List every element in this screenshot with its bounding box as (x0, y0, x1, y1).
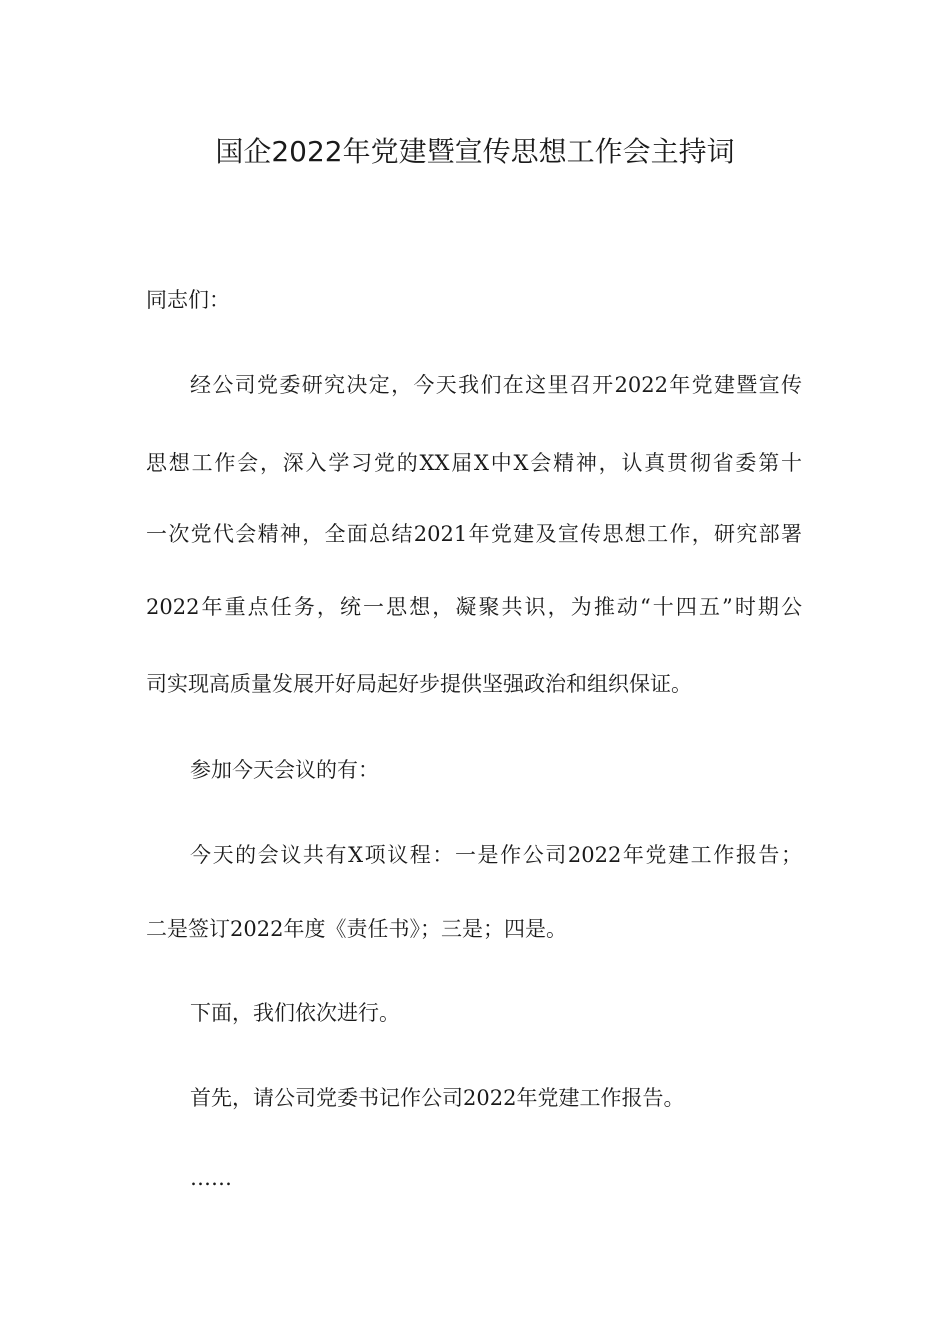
paragraph-1-line-2: 思想工作会，深入学习党的XX届X中X会精神，认真贯彻省委第十 (146, 451, 802, 475)
paragraph-5: 首先，请公司党委书记作公司2022年党建工作报告。 (190, 1086, 685, 1110)
paragraph-1-line-5: 司实现高质量发展开好局起好步提供坚强政治和组织保证。 (146, 672, 692, 696)
paragraph-1-line-4: 2022年重点任务，统一思想，凝聚共识，为推动“十四五”时期公 (146, 595, 802, 619)
paragraph-1-line-1: 经公司党委研究决定，今天我们在这里召开2022年党建暨宣传 (190, 373, 802, 397)
paragraph-4: 下面，我们依次进行。 (190, 1001, 400, 1025)
paragraph-3-line-1: 今天的会议共有X项议程：一是作公司2022年党建工作报告； (190, 843, 802, 867)
paragraph-2: 参加今天会议的有： (190, 758, 379, 782)
document-title: 国企2022年党建暨宣传思想工作会主持词 (215, 135, 735, 168)
greeting: 同志们： (146, 288, 230, 312)
ellipsis: …… (190, 1166, 232, 1190)
paragraph-3-line-2: 二是签订2022年度《责任书》；三是；四是。 (146, 917, 567, 941)
paragraph-1-line-3: 一次党代会精神，全面总结2021年党建及宣传思想工作，研究部署 (146, 522, 802, 546)
